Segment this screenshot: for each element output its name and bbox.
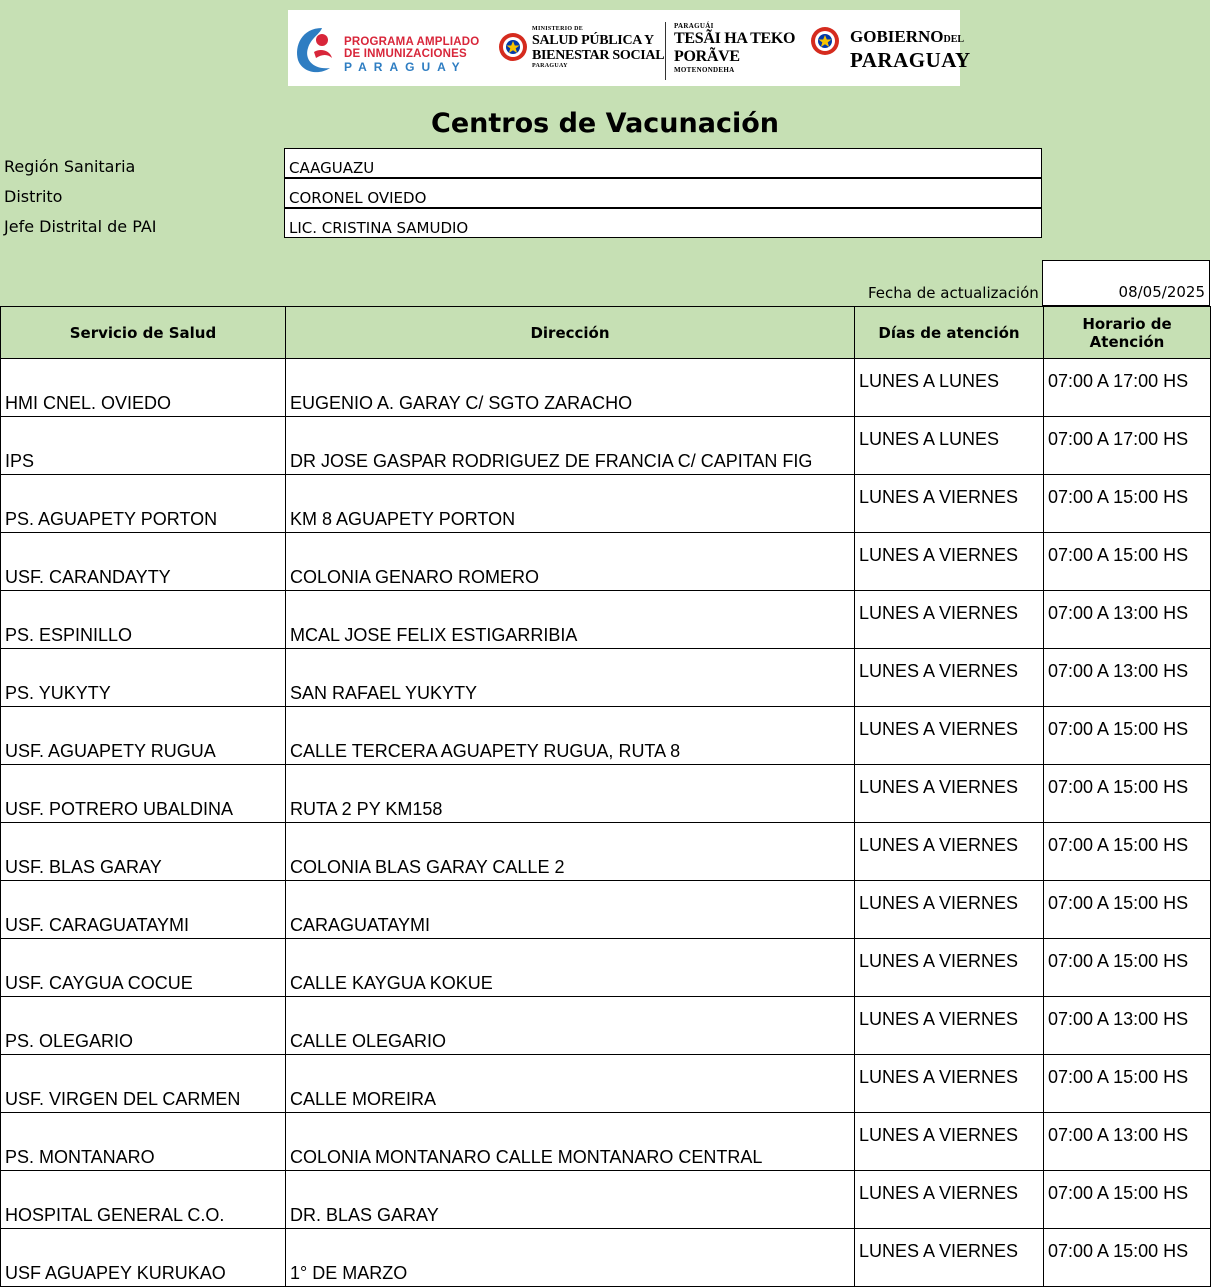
cell-direccion: CALLE KAYGUA KOKUE	[286, 939, 855, 997]
cell-servicio: USF AGUAPEY KURUKAO	[1, 1229, 286, 1287]
header-direccion: Dirección	[286, 307, 855, 359]
cell-dias: LUNES A VIERNES	[855, 1171, 1044, 1229]
cell-servicio: USF. CARAGUATAYMI	[1, 881, 286, 939]
table-row	[1, 533, 1211, 591]
fecha-label: Fecha de actualización	[868, 284, 1039, 302]
cell-servicio: HOSPITAL GENERAL C.O.	[1, 1171, 286, 1229]
msp-small-bottom: PARAGUAY	[532, 63, 568, 69]
cell-horario: 07:00 A 15:00 HS	[1044, 707, 1211, 765]
pai-line-1: PROGRAMA AMPLIADO	[344, 36, 480, 48]
cell-servicio: USF. CAYGUA COCUE	[1, 939, 286, 997]
cell-dias: LUNES A VIERNES	[855, 475, 1044, 533]
cell-servicio: PS. MONTANARO	[1, 1113, 286, 1171]
cell-dias: LUNES A LUNES	[855, 359, 1044, 417]
cell-direccion: CALLE TERCERA AGUAPETY RUGUA, RUTA 8	[286, 707, 855, 765]
gobierno-line-1-small: DEL	[943, 34, 965, 45]
cell-dias: LUNES A VIERNES	[855, 939, 1044, 997]
cell-servicio: USF. CARANDAYTY	[1, 533, 286, 591]
cell-dias: LUNES A VIERNES	[855, 1055, 1044, 1113]
cell-horario: 07:00 A 15:00 HS	[1044, 765, 1211, 823]
pai-line-2: DE INMUNIZACIONES	[344, 48, 467, 60]
tesai-small-top: PARAGUÁI	[674, 22, 714, 30]
table-row	[1, 359, 1211, 417]
table-row	[1, 765, 1211, 823]
cell-direccion: CARAGUATAYMI	[286, 881, 855, 939]
cell-direccion: 1° DE MARZO	[286, 1229, 855, 1287]
cell-horario: 07:00 A 15:00 HS	[1044, 533, 1211, 591]
cell-horario: 07:00 A 15:00 HS	[1044, 1171, 1211, 1229]
paraguay-seal-icon	[498, 32, 528, 62]
table-row	[1, 1113, 1211, 1171]
cell-direccion: CALLE OLEGARIO	[286, 997, 855, 1055]
table-row	[1, 997, 1211, 1055]
distrito-field: CORONEL OVIEDO	[284, 178, 1042, 208]
cell-direccion: MCAL JOSE FELIX ESTIGARRIBIA	[286, 591, 855, 649]
gobierno-line-1: GOBIERNO	[850, 27, 944, 46]
cell-horario: 07:00 A 13:00 HS	[1044, 997, 1211, 1055]
cell-direccion: COLONIA MONTANARO CALLE MONTANARO CENTRAL	[286, 1113, 855, 1171]
cell-dias: LUNES A LUNES	[855, 417, 1044, 475]
fecha-field: 08/05/2025	[1042, 260, 1210, 306]
cell-servicio: USF. POTRERO UBALDINA	[1, 765, 286, 823]
pai-logo-text	[344, 36, 479, 74]
cell-dias: LUNES A VIERNES	[855, 881, 1044, 939]
msp-line-1: SALUD PÚBLICA Y	[532, 33, 654, 48]
cell-horario: 07:00 A 15:00 HS	[1044, 823, 1211, 881]
distrito-label: Distrito	[4, 187, 63, 206]
msp-logo-text	[532, 26, 664, 70]
cell-dias: LUNES A VIERNES	[855, 823, 1044, 881]
cell-direccion: RUTA 2 PY KM158	[286, 765, 855, 823]
cell-direccion: KM 8 AGUAPETY PORTON	[286, 475, 855, 533]
table-row	[1, 881, 1211, 939]
region-label: Región Sanitaria	[4, 157, 136, 176]
cell-servicio: PS. AGUAPETY PORTON	[1, 475, 286, 533]
cell-dias: LUNES A VIERNES	[855, 997, 1044, 1055]
cell-horario: 07:00 A 15:00 HS	[1044, 939, 1211, 997]
cell-direccion: SAN RAFAEL YUKYTY	[286, 649, 855, 707]
logo-divider	[665, 22, 666, 80]
cell-horario: 07:00 A 15:00 HS	[1044, 1229, 1211, 1287]
cell-servicio: USF. VIRGEN DEL CARMEN	[1, 1055, 286, 1113]
cell-dias: LUNES A VIERNES	[855, 765, 1044, 823]
cell-dias: LUNES A VIERNES	[855, 533, 1044, 591]
cell-direccion: EUGENIO A. GARAY C/ SGTO ZARACHO	[286, 359, 855, 417]
cell-horario: 07:00 A 17:00 HS	[1044, 359, 1211, 417]
header-horario: Horario de Atención	[1044, 307, 1211, 359]
cell-horario: 07:00 A 15:00 HS	[1044, 475, 1211, 533]
table-row	[1, 591, 1211, 649]
header-servicio: Servicio de Salud	[1, 307, 286, 359]
cell-direccion: DR JOSE GASPAR RODRIGUEZ DE FRANCIA C/ CAPITAN FIG	[286, 417, 855, 475]
table-row	[1, 823, 1211, 881]
table-header-row	[1, 307, 1211, 359]
gobierno-line-2: PARAGUAY	[850, 48, 971, 72]
table-body	[1, 359, 1211, 1287]
cell-servicio: HMI CNEL. OVIEDO	[1, 359, 286, 417]
cell-direccion: CALLE MOREIRA	[286, 1055, 855, 1113]
cell-servicio: IPS	[1, 417, 286, 475]
cell-horario: 07:00 A 17:00 HS	[1044, 417, 1211, 475]
table-row	[1, 1171, 1211, 1229]
cell-servicio: PS. YUKYTY	[1, 649, 286, 707]
cell-servicio: USF. BLAS GARAY	[1, 823, 286, 881]
pai-line-3: PARAGUAY	[344, 60, 467, 74]
table-row	[1, 475, 1211, 533]
gobierno-logo-text	[850, 28, 971, 71]
vaccination-centers-table	[0, 306, 1211, 1287]
cell-horario: 07:00 A 13:00 HS	[1044, 1113, 1211, 1171]
page-title: Centros de Vacunación	[431, 108, 779, 139]
table-row	[1, 707, 1211, 765]
jefe-field: LIC. CRISTINA SAMUDIO	[284, 208, 1042, 238]
cell-horario: 07:00 A 13:00 HS	[1044, 649, 1211, 707]
tesai-small-bottom: MOTENONDEHA	[674, 66, 735, 74]
table-row	[1, 417, 1211, 475]
cell-servicio: USF. AGUAPETY RUGUA	[1, 707, 286, 765]
cell-dias: LUNES A VIERNES	[855, 591, 1044, 649]
jefe-label: Jefe Distrital de PAI	[4, 217, 157, 236]
table-row	[1, 1229, 1211, 1287]
region-field: CAAGUAZU	[284, 148, 1042, 178]
cell-servicio: PS. ESPINILLO	[1, 591, 286, 649]
tesai-line-2: PORÃVE	[674, 48, 740, 65]
cell-dias: LUNES A VIERNES	[855, 707, 1044, 765]
tesai-line-1: TESÃI HA TEKO	[674, 30, 796, 47]
header-dias: Días de atención	[855, 307, 1044, 359]
cell-direccion: COLONIA BLAS GARAY CALLE 2	[286, 823, 855, 881]
cell-horario: 07:00 A 15:00 HS	[1044, 881, 1211, 939]
cell-direccion: DR. BLAS GARAY	[286, 1171, 855, 1229]
cell-direccion: COLONIA GENARO ROMERO	[286, 533, 855, 591]
msp-line-2: BIENESTAR SOCIAL	[532, 48, 665, 63]
cell-dias: LUNES A VIERNES	[855, 1113, 1044, 1171]
cell-dias: LUNES A VIERNES	[855, 649, 1044, 707]
cell-servicio: PS. OLEGARIO	[1, 997, 286, 1055]
table-row	[1, 939, 1211, 997]
table-row	[1, 1055, 1211, 1113]
table-row	[1, 649, 1211, 707]
tesai-logo-text	[674, 22, 795, 74]
msp-small-top: MINISTERIO DE	[532, 26, 584, 32]
logo-banner	[288, 10, 971, 86]
cell-horario: 07:00 A 15:00 HS	[1044, 1055, 1211, 1113]
pai-logo-icon	[292, 24, 338, 76]
paraguay-seal-icon	[810, 26, 840, 56]
cell-dias: LUNES A VIERNES	[855, 1229, 1044, 1287]
cell-horario: 07:00 A 13:00 HS	[1044, 591, 1211, 649]
